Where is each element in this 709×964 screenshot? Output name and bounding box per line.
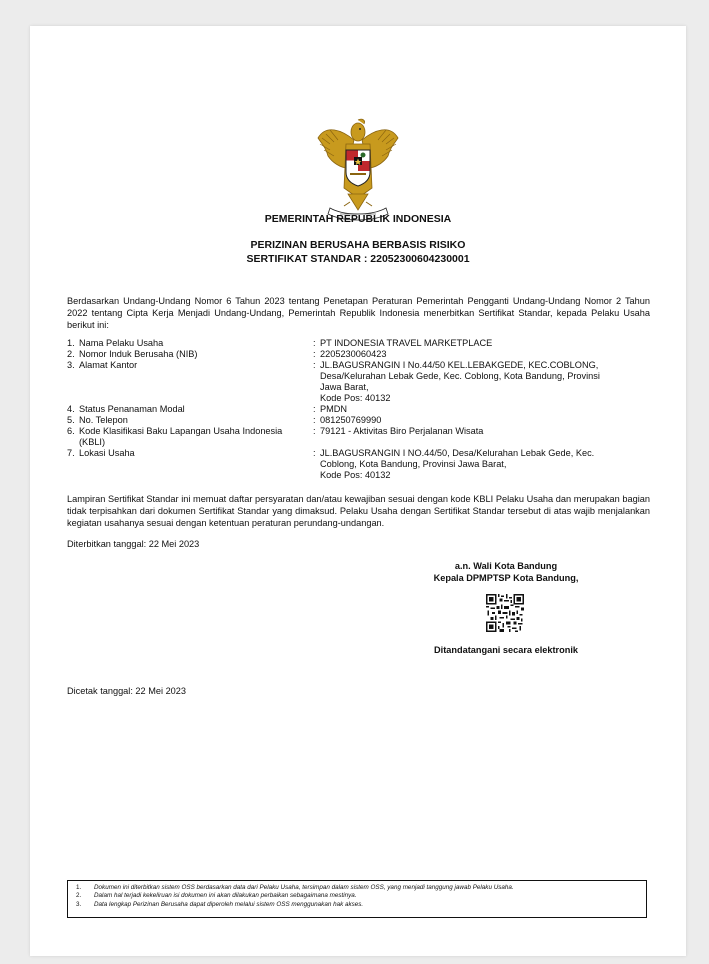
field-number: 2. (67, 349, 75, 359)
electronic-signature-note: Ditandatangani secara elektronik (434, 645, 578, 655)
field-value-cont: Kode Pos: 40132 (320, 393, 391, 403)
footnote-item (76, 892, 640, 900)
printed-date: Dicetak tanggal: 22 Mei 2023 (67, 686, 187, 696)
field-value-cont: Jawa Barat, (320, 382, 369, 392)
field-number: 4. (67, 404, 75, 414)
field-value-cont: Coblong, Kota Bandung, Provinsi Jawa Barat, (320, 459, 507, 469)
certificate-page: PEMERINTAH REPUBLIK INDONESIA PERIZINAN BERUSAHA BERBASIS RISIKO SERTIFIKAT STANDAR : 22052300604230001 Berdasarkan Undang-Undang Nomor 6 Tahun 2023 tentang Penetapan Peraturan Pemerintah Pengganti Undang-Undang Nomor 2 Tahun 2022 tentang Cipta Kerja Menjadi Undang-Undang, Pemerintah Republik Indonesia menerbitkan Sertifikat Standar, kepada Pelaku Usaha berikut ini: 1. Nama Pelaku Usaha : PT INDONESIA TRAVEL MARKETPLACE 2. Nomor Induk Berusaha (NIB) : 2205230060423 3. Alamat Kantor : JL.BAGUSRANGIN I No.44/50 KEL.LEBAKGEDE, KEC.COBLONG, Desa/Kelurahan Lebak Gede, Kec. Coblong, Kota Bandung, Provinsi Jawa Barat, Kode Pos: 40132 4. Status Penanaman Modal : PMDN 5. No. Telepon : 081250769990 6. Kode Klasifikasi Baku Lapangan Usaha Indonesia : 79121 - Aktivitas Biro Perjalanan Wisata (KBLI) 7. Lokasi Usaha : JL.BAGUSRANGIN I NO.44/50, Desa/Kelurahan Lebak Gede, Kec. Coblong, Kota Bandung, Provinsi Jawa Barat, Kode Pos: 40132 Lampiran Sertifikat Standar ini memuat daftar persyaratan dan/atau kewajiban sesuai dengan kode KBLI Pelaku Usaha dan merupakan bagian tidak terpisahkan dari dokumen Sertifikat Standar yang dimaksud. Pelaku Usaha dengan Sertifikat Standar tersebut di atas wajib menjalankan kegiatan usahanya sesuai dengan ketentuan peraturan perundang-undangan. Diterbitkan tanggal: 22 Mei 2023 a.n. Wali Kota Bandung Kepala DPMPTSP Kota Bandung, Ditandatangani secara elektronik Dicetak tanggal: 22 Mei 2023 1. Dokumen ini diterbitkan sistem OSS berdasarkan data dari Pelaku Usaha, tersimpan dalam sistem OSS, yang menjadi tanggung jawab Pelaku Usaha. 2. Dalam hal terjadi kekeliruan isi dokumen ini akan dilakukan perbaikan sebagaimana mestinya. 3. Data lengkap Perizinan Berusaha dapat diperoleh melalui sistem OSS menggunakan hak akses. (30, 26, 686, 956)
field-value: PMDN (320, 404, 348, 414)
government-heading: PEMERINTAH REPUBLIK INDONESIA (264, 213, 452, 225)
field-label: Nama Pelaku Usaha (79, 338, 164, 348)
field-number: 1. (67, 338, 75, 348)
footnote-number: 1. (76, 884, 82, 891)
qr-code-icon (486, 594, 524, 632)
signature-on-behalf: a.n. Wali Kota Bandung (454, 561, 558, 571)
footnote-text: Data lengkap Perizinan Berusaha dapat diperoleh melalui sistem OSS menggunakan hak akses. (94, 900, 364, 908)
field-value: PT INDONESIA TRAVEL MARKETPLACE (320, 338, 493, 348)
field-number: 6. (67, 426, 75, 436)
field-number: 7. (67, 448, 75, 458)
field-label: Nomor Induk Berusaha (NIB) (79, 349, 198, 359)
field-value: 79121 - Aktivitas Biro Perjalanan Wisata (320, 426, 484, 436)
field-label: Status Penanaman Modal (79, 404, 185, 414)
field-label: No. Telepon (79, 415, 128, 425)
footnote-text: Dalam hal terjadi kekeliruan isi dokumen ini akan dilakukan perbaikan sebagaimana mestinya. (94, 892, 357, 900)
document-title: PERIZINAN BERUSAHA BERBASIS RISIKO (250, 239, 466, 251)
field-value: 081250769990 (320, 415, 382, 425)
closing-paragraph: Lampiran Sertifikat Standar ini memuat daftar persyaratan dan/atau kewajiban sesuai dengan kode KBLI Pelaku Usaha dan merupakan bagian tidak terpisahkan dari dokumen Sertifikat Standar yang dimaksud. Pelaku Usaha dengan Sertifikat Standar tersebut di atas wajib menjalankan kegiatan usahanya sesuai dengan ketentuan peraturan perundang-undangan. (67, 494, 650, 528)
field-value: JL.BAGUSRANGIN I NO.44/50, Desa/Kelurahan Lebak Gede, Kec. (320, 448, 595, 458)
field-label: Kode Klasifikasi Baku Lapangan Usaha Indonesia (79, 426, 283, 436)
footnote-number: 3. (76, 900, 82, 908)
footnote-item (76, 901, 640, 909)
garuda-emblem-icon (316, 110, 400, 222)
intro-paragraph: Berdasarkan Undang-Undang Nomor 6 Tahun 2023 tentang Penetapan Peraturan Pemerintah Pengganti Undang-Undang Nomor 2 Tahun 2022 tentang Cipta Kerja Menjadi Undang-Undang, Pemerintah Republik Indonesia menerbitkan Sertifikat Standar, kepada Pelaku Usaha berikut ini: (67, 296, 650, 330)
footnote-box (67, 880, 647, 918)
field-value: JL.BAGUSRANGIN I No.44/50 KEL.LEBAKGEDE, KEC.COBLONG, (320, 360, 599, 370)
field-value-cont: Desa/Kelurahan Lebak Gede, Kec. Coblong, Kota Bandung, Provinsi (320, 371, 600, 381)
footnote-item (76, 884, 640, 892)
field-value-cont: Kode Pos: 40132 (320, 470, 391, 480)
field-label: Lokasi Usaha (79, 448, 135, 458)
field-value: 2205230060423 (320, 349, 387, 359)
footnote-number: 2. (76, 892, 82, 900)
signature-position: Kepala DPMPTSP Kota Bandung, (433, 573, 579, 583)
certificate-number: SERTIFIKAT STANDAR : 22052300604230001 (246, 253, 470, 265)
field-number: 5. (67, 415, 75, 425)
footnote-text: Dokumen ini diterbitkan sistem OSS berdasarkan data dari Pelaku Usaha, tersimpan dalam sistem OSS, yang menjadi tanggung jawab Pelaku Usaha. (94, 884, 514, 891)
issued-date: Diterbitkan tanggal: 22 Mei 2023 (67, 539, 200, 549)
field-label: Alamat Kantor (79, 360, 138, 370)
field-label-cont: (KBLI) (79, 437, 106, 447)
field-number: 3. (67, 360, 75, 370)
